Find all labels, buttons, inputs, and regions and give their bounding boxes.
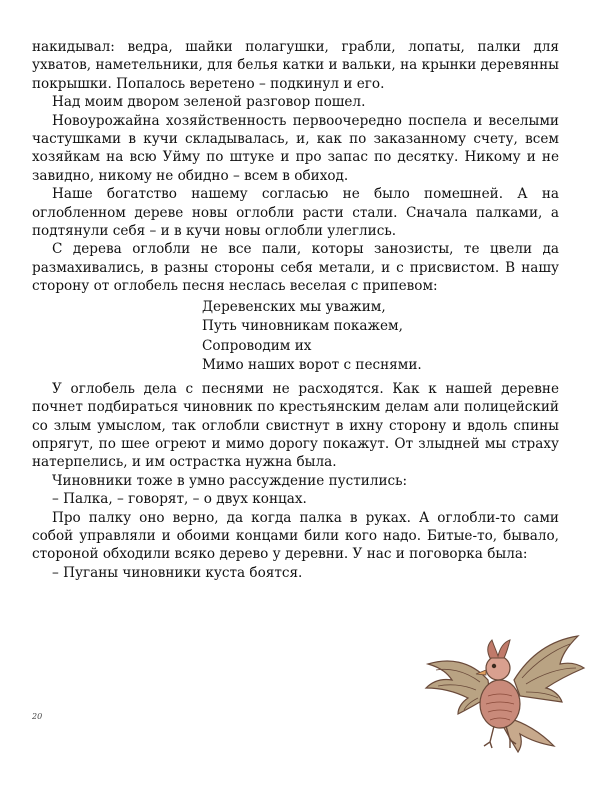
paragraph: Чиновники тоже в умно рассуждение пустились: — [52, 472, 408, 489]
paragraph: Наше богатство нашему согласью не было помешней. А на оглобленном дереве новы оглобли расти стали. Сначала палками, а подтянули себя – и в кучи новы оглобли улеглись. — [32, 186, 559, 240]
paragraph: Новоурожайна хозяйственность первоочередно поспела и веселыми частушками в кучи складывалась, и, как по заказанному счету, всем хозяйкам на всю Уйму по штуке и про запас по десятку. Никому и не завидно, никому не обидно – всем в обиход. — [32, 112, 559, 184]
page-text — [32, 38, 559, 582]
poem-line: Мимо наших ворот с песнями. — [202, 357, 422, 374]
paragraph: Про палку оно верно, да когда палка в руках. А оглобли-то сами собой управляли и обоими концами били кого надо. Битые-то, бывало, стороной обходили всяко дерево у деревни. У нас и поговорка была: — [32, 509, 559, 563]
paragraph: С дерева оглобли не все пали, которы занозисты, те цвели да размахивались, в разны стороны себя метали, и с присвистом. В нашу сторону от оглобель песня неслась веселая с припевом: — [32, 241, 559, 295]
paragraph: Над моим двором зеленой разговор пошел. — [52, 94, 366, 111]
poem-line: Деревенских мы уважим, — [202, 298, 386, 315]
poem — [202, 298, 559, 376]
dialogue-line: – Пуганы чиновники куста боятся. — [52, 564, 303, 581]
poem-line: Путь чиновникам покажем, — [202, 318, 403, 335]
poem-line: Сопроводим их — [202, 337, 312, 354]
paragraph: накидывал: ведра, шайки полагушки, грабли, лопаты, палки для ухватов, наметельники, для белья катки и вальки, на крынки деревянны покрышки. Попалось веретено – подкинул и его. — [32, 39, 559, 92]
dialogue-line: – Палка, – говорят, – о двух концах. — [52, 491, 307, 508]
paragraph: У оглобель дела с песнями не расходятся. Как к нашей деревне почнет подбираться чиновник по крестьянским делам али полицейский со злым умыслом, так оглобли свистнут в ихну сторону и вдоль спины опрягут, по шее огреют и мимо дорогу покажут. От злыдней мы страху натерпелись, и им острастка нужна была. — [32, 380, 559, 471]
page-number: 20 — [32, 712, 43, 721]
bird-illustration — [418, 618, 586, 753]
